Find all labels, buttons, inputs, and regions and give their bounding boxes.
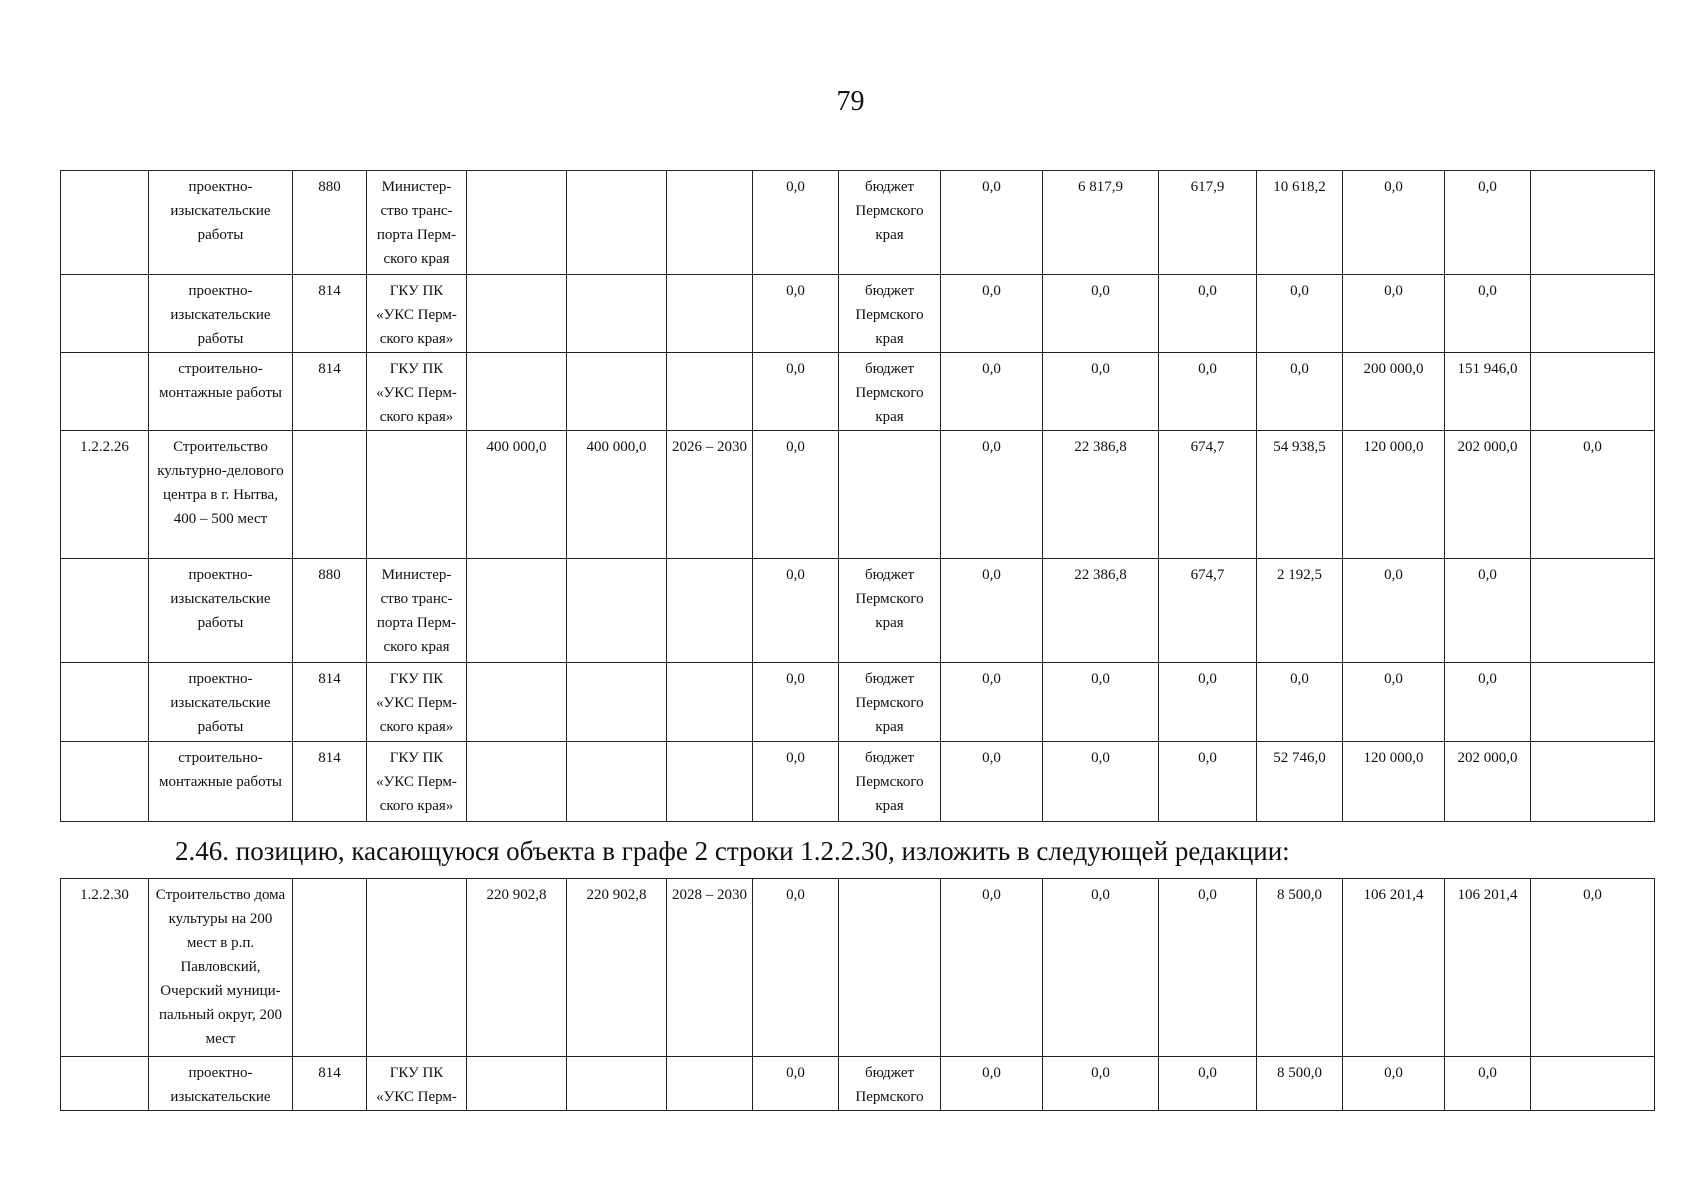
cell-value: 0,0: [1343, 663, 1445, 742]
cell-period: [667, 353, 753, 431]
cell-value: 0,0: [1043, 663, 1159, 742]
cell-value: 0,0: [753, 431, 839, 559]
cell-value: 400 000,0: [567, 431, 667, 559]
cell-value: 0,0: [1159, 275, 1257, 353]
table-row: [61, 275, 1655, 353]
cell-value: 0,0: [1159, 879, 1257, 1057]
cell-value: [567, 275, 667, 353]
cell-value: 0,0: [1159, 1057, 1257, 1111]
section-heading: 2.46. позицию, касающуюся объекта в графе 2 строки 1.2.2.30, изложить в следующей редакции:: [175, 836, 1290, 866]
cell-source: бюджет Пермского края: [839, 353, 941, 431]
cell-value: 0,0: [941, 879, 1043, 1057]
cell-value: 0,0: [1159, 353, 1257, 431]
cell-value: 0,0: [1343, 275, 1445, 353]
cell-value: 0,0: [1531, 879, 1655, 1057]
cell-value: [567, 742, 667, 822]
cell-value: 0,0: [753, 353, 839, 431]
page-number: 79: [836, 86, 865, 117]
cell-value: 0,0: [1343, 1057, 1445, 1111]
cell-value: [567, 353, 667, 431]
cell-source: [839, 431, 941, 559]
cell-executor: [367, 431, 467, 559]
cell-value: 0,0: [753, 275, 839, 353]
cell-value: 0,0: [941, 431, 1043, 559]
cell-period: [667, 742, 753, 822]
cell-period: [667, 171, 753, 275]
cell-value: 0,0: [1343, 171, 1445, 275]
cell-value: 0,0: [753, 879, 839, 1057]
cell-code: 814: [293, 663, 367, 742]
cell-value: 0,0: [753, 559, 839, 663]
cell-value: 151 946,0: [1445, 353, 1531, 431]
cell-value: 0,0: [941, 559, 1043, 663]
cell-row-number: [61, 663, 149, 742]
cell-value: [1531, 1057, 1655, 1111]
cell-value: 0,0: [1531, 431, 1655, 559]
cell-code: 814: [293, 742, 367, 822]
cell-value: 0,0: [1159, 663, 1257, 742]
cell-value: 0,0: [1043, 1057, 1159, 1111]
cell-value: [567, 559, 667, 663]
budget-table-top: [60, 170, 1655, 822]
table-row: [61, 663, 1655, 742]
cell-value: 0,0: [941, 275, 1043, 353]
cell-value: 22 386,8: [1043, 559, 1159, 663]
table-row: [61, 879, 1655, 1057]
cell-name: Строительство дома культуры на 200 мест в р.п. Павловский, Очерский муници-пальный округ, 200 мест: [149, 879, 293, 1057]
table-row: [61, 742, 1655, 822]
cell-executor: ГКУ ПК «УКС Перм-ского края»: [367, 742, 467, 822]
cell-value: 0,0: [1445, 275, 1531, 353]
cell-value: [1531, 663, 1655, 742]
cell-value: 674,7: [1159, 431, 1257, 559]
budget-table-bottom: [60, 878, 1655, 1111]
cell-source: бюджет Пермского края: [839, 663, 941, 742]
cell-row-number: [61, 1057, 149, 1111]
cell-source: [839, 879, 941, 1057]
cell-value: 0,0: [1257, 353, 1343, 431]
cell-code: 880: [293, 171, 367, 275]
cell-period: [667, 663, 753, 742]
cell-value: [567, 1057, 667, 1111]
cell-source: бюджет Пермского края: [839, 171, 941, 275]
cell-row-number: [61, 742, 149, 822]
cell-value: [1531, 353, 1655, 431]
cell-value: 0,0: [1043, 879, 1159, 1057]
cell-value: 674,7: [1159, 559, 1257, 663]
cell-value: 8 500,0: [1257, 879, 1343, 1057]
cell-value: 0,0: [1159, 742, 1257, 822]
cell-value: 0,0: [941, 171, 1043, 275]
cell-value: 6 817,9: [1043, 171, 1159, 275]
cell-value: 0,0: [941, 742, 1043, 822]
cell-value: 0,0: [753, 663, 839, 742]
cell-row-number: 1.2.2.30: [61, 879, 149, 1057]
cell-code: [293, 879, 367, 1057]
cell-value: 0,0: [1445, 559, 1531, 663]
cell-value: 220 902,8: [467, 879, 567, 1057]
cell-code: 814: [293, 275, 367, 353]
cell-row-number: 1.2.2.26: [61, 431, 149, 559]
cell-value: 0,0: [1445, 171, 1531, 275]
cell-name: строительно-монтажные работы: [149, 742, 293, 822]
cell-source: бюджет Пермского края: [839, 559, 941, 663]
cell-row-number: [61, 559, 149, 663]
cell-executor: ГКУ ПК «УКС Перм-: [367, 1057, 467, 1111]
cell-executor: ГКУ ПК «УКС Перм-ского края»: [367, 275, 467, 353]
cell-value: 0,0: [753, 171, 839, 275]
cell-executor: Министер-ство транс-порта Перм-ского края: [367, 171, 467, 275]
cell-value: [467, 171, 567, 275]
cell-row-number: [61, 353, 149, 431]
cell-name: проектно-изыскательские работы: [149, 171, 293, 275]
cell-value: [1531, 742, 1655, 822]
cell-row-number: [61, 171, 149, 275]
cell-code: 814: [293, 1057, 367, 1111]
cell-name: проектно-изыскательские работы: [149, 275, 293, 353]
table-row: [61, 171, 1655, 275]
cell-value: 10 618,2: [1257, 171, 1343, 275]
cell-value: 22 386,8: [1043, 431, 1159, 559]
cell-code: [293, 431, 367, 559]
cell-value: 617,9: [1159, 171, 1257, 275]
cell-source: бюджет Пермского края: [839, 275, 941, 353]
cell-value: 0,0: [753, 1057, 839, 1111]
cell-value: 106 201,4: [1343, 879, 1445, 1057]
cell-name: Строительство культурно-делового центра в г. Нытва, 400 – 500 мест: [149, 431, 293, 559]
cell-value: [467, 742, 567, 822]
table-row: [61, 1057, 1655, 1111]
cell-period: 2026 – 2030: [667, 431, 753, 559]
cell-value: [467, 559, 567, 663]
cell-value: [1531, 275, 1655, 353]
cell-value: 0,0: [1445, 663, 1531, 742]
cell-value: 2 192,5: [1257, 559, 1343, 663]
cell-name: проектно-изыскательские: [149, 1057, 293, 1111]
cell-value: 0,0: [1043, 275, 1159, 353]
cell-value: 8 500,0: [1257, 1057, 1343, 1111]
cell-value: 200 000,0: [1343, 353, 1445, 431]
cell-source: бюджет Пермского края: [839, 742, 941, 822]
cell-name: строительно-монтажные работы: [149, 353, 293, 431]
cell-value: 220 902,8: [567, 879, 667, 1057]
cell-value: [467, 275, 567, 353]
table-row: [61, 559, 1655, 663]
cell-value: [567, 663, 667, 742]
cell-executor: [367, 879, 467, 1057]
cell-value: 52 746,0: [1257, 742, 1343, 822]
cell-value: 0,0: [753, 742, 839, 822]
cell-value: 0,0: [1257, 663, 1343, 742]
cell-value: 202 000,0: [1445, 742, 1531, 822]
cell-value: 0,0: [1445, 1057, 1531, 1111]
cell-value: 120 000,0: [1343, 742, 1445, 822]
cell-value: 400 000,0: [467, 431, 567, 559]
cell-name: проектно-изыскательские работы: [149, 663, 293, 742]
cell-executor: ГКУ ПК «УКС Перм-ского края»: [367, 353, 467, 431]
cell-value: [467, 663, 567, 742]
cell-value: 202 000,0: [1445, 431, 1531, 559]
cell-period: [667, 559, 753, 663]
cell-row-number: [61, 275, 149, 353]
cell-source: бюджет Пермского: [839, 1057, 941, 1111]
cell-value: 106 201,4: [1445, 879, 1531, 1057]
cell-name: проектно-изыскательские работы: [149, 559, 293, 663]
cell-executor: ГКУ ПК «УКС Перм-ского края»: [367, 663, 467, 742]
cell-period: 2028 – 2030: [667, 879, 753, 1057]
cell-value: 0,0: [1043, 353, 1159, 431]
cell-value: 120 000,0: [1343, 431, 1445, 559]
table-row: [61, 431, 1655, 559]
cell-value: [1531, 559, 1655, 663]
cell-value: 0,0: [941, 1057, 1043, 1111]
cell-value: 0,0: [941, 353, 1043, 431]
table-row: [61, 353, 1655, 431]
cell-value: 0,0: [1257, 275, 1343, 353]
cell-period: [667, 275, 753, 353]
cell-value: [467, 1057, 567, 1111]
cell-code: 814: [293, 353, 367, 431]
cell-value: 0,0: [941, 663, 1043, 742]
cell-value: 0,0: [1043, 742, 1159, 822]
cell-value: [467, 353, 567, 431]
cell-value: 0,0: [1343, 559, 1445, 663]
cell-value: 54 938,5: [1257, 431, 1343, 559]
cell-period: [667, 1057, 753, 1111]
cell-code: 880: [293, 559, 367, 663]
cell-value: [1531, 171, 1655, 275]
cell-executor: Министер-ство транс-порта Перм-ского края: [367, 559, 467, 663]
cell-value: [567, 171, 667, 275]
